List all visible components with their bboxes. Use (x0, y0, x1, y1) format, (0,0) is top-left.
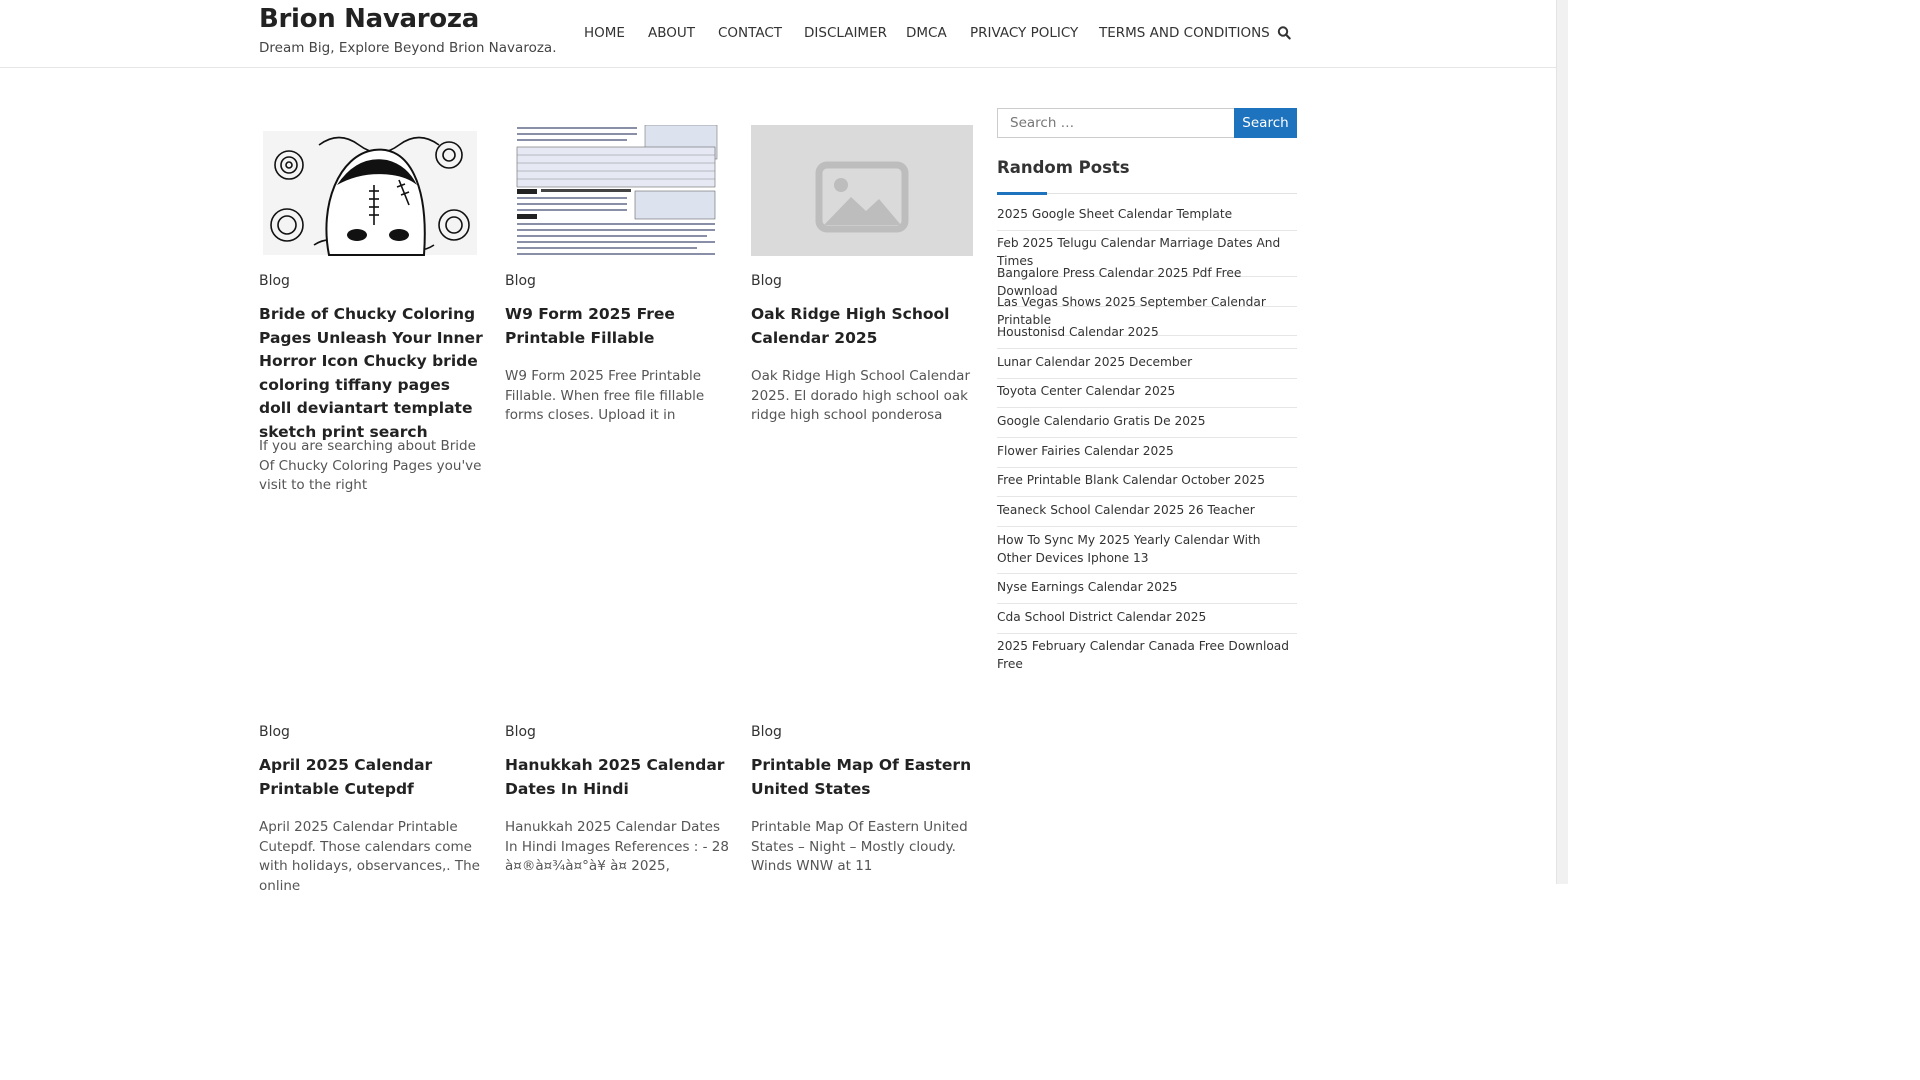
random-post-link[interactable]: Houstonisd Calendar 2025 (997, 324, 1297, 349)
post-category[interactable]: Blog (751, 724, 782, 740)
post-excerpt: Hanukkah 2025 Calendar Dates In Hindi Images References : - 28 à¤®à¤¾à¤°à¥ à¤ 2025, (505, 819, 729, 875)
widget-accent-bar (997, 192, 1047, 195)
random-post-link[interactable]: Feb 2025 Telugu Calendar Marriage Dates And Times (997, 235, 1297, 277)
post-category[interactable]: Blog (505, 724, 536, 740)
coloring-page-image[interactable] (259, 125, 481, 256)
post-title[interactable]: Hanukkah 2025 Calendar Dates In Hindi (505, 756, 725, 798)
random-post-link[interactable]: Flower Fairies Calendar 2025 (997, 443, 1297, 468)
post-category[interactable]: Blog (259, 724, 290, 740)
search-input[interactable] (997, 108, 1234, 138)
nav-dmca[interactable]: DMCA (906, 25, 947, 41)
w9-form-image[interactable] (505, 125, 727, 256)
random-post-link[interactable]: Toyota Center Calendar 2025 (997, 383, 1297, 408)
nav-home[interactable]: HOME (584, 25, 625, 41)
post-excerpt: Printable Map Of Eastern United States – Night – Mostly cloudy. Winds WNW at 11 (751, 819, 968, 875)
random-post-link[interactable]: Nyse Earnings Calendar 2025 (997, 579, 1297, 604)
random-post-link[interactable]: Las Vegas Shows 2025 September Calendar Printable (997, 294, 1297, 336)
post-title[interactable]: Printable Map Of Eastern United States (751, 756, 972, 798)
post-title[interactable]: W9 Form 2025 Free Printable Fillable (505, 305, 675, 347)
search-button[interactable]: Search (1234, 108, 1297, 138)
page-scrollbar[interactable] (1556, 0, 1568, 884)
random-post-link[interactable]: Free Printable Blank Calendar October 2025 (997, 472, 1297, 497)
post-excerpt: April 2025 Calendar Printable Cutepdf. Those calendars come with holidays, observances,. The online (259, 819, 480, 895)
post-title[interactable]: April 2025 Calendar Printable Cutepdf (259, 756, 433, 798)
nav-disclaimer[interactable]: DISCLAIMER (804, 25, 887, 41)
placeholder-image-icon[interactable] (751, 125, 973, 256)
post-excerpt: W9 Form 2025 Free Printable Fillable. When free file fillable forms closes. Upload it in (505, 368, 705, 424)
site-title[interactable]: Brion Navaroza (259, 4, 479, 34)
post-card (259, 125, 483, 494)
post-excerpt: Oak Ridge High School Calendar 2025. El dorado high school oak ridge high school ponderosa (751, 368, 971, 424)
search-icon[interactable] (1277, 25, 1291, 41)
nav-terms-and-conditions[interactable]: TERMS AND CONDITIONS (1099, 25, 1270, 41)
widget-title: Random Posts (997, 158, 1130, 177)
post-category[interactable]: Blog (751, 273, 782, 289)
post-category[interactable]: Blog (259, 273, 290, 289)
nav-contact[interactable]: CONTACT (718, 25, 783, 41)
random-post-link[interactable]: Bangalore Press Calendar 2025 Pdf Free Download (997, 265, 1297, 307)
post-title[interactable]: Bride of Chucky Coloring Pages Unleash Your Inner Horror Icon Chucky bride coloring tiffany pages doll deviantart template sketch print search (259, 305, 483, 441)
nav-about[interactable]: ABOUT (648, 25, 696, 41)
nav-privacy-policy[interactable]: PRIVACY POLICY (970, 25, 1079, 41)
site-tagline: Dream Big, Explore Beyond Brion Navaroza. (259, 40, 557, 56)
random-post-link[interactable]: Cda School District Calendar 2025 (997, 609, 1297, 634)
post-category-label[interactable]: Blog (505, 273, 536, 289)
random-post-link[interactable]: 2025 Google Sheet Calendar Template (997, 206, 1297, 231)
random-post-link[interactable]: Google Calendario Gratis De 2025 (997, 413, 1297, 438)
post-excerpt: If you are searching about Bride Of Chucky Coloring Pages you've visit to the right (259, 438, 482, 494)
random-post-link[interactable]: Lunar Calendar 2025 December (997, 354, 1297, 379)
site-header (0, 0, 1556, 68)
post-card (505, 125, 727, 424)
post-card (751, 125, 973, 424)
random-post-link[interactable]: Teaneck School Calendar 2025 26 Teacher (997, 502, 1297, 527)
random-post-link[interactable]: How To Sync My 2025 Yearly Calendar With Other Devices Iphone 13 (997, 532, 1297, 574)
post-title[interactable]: Oak Ridge High School Calendar 2025 (751, 305, 950, 347)
random-post-link[interactable]: 2025 February Calendar Canada Free Download Free (997, 639, 1290, 671)
